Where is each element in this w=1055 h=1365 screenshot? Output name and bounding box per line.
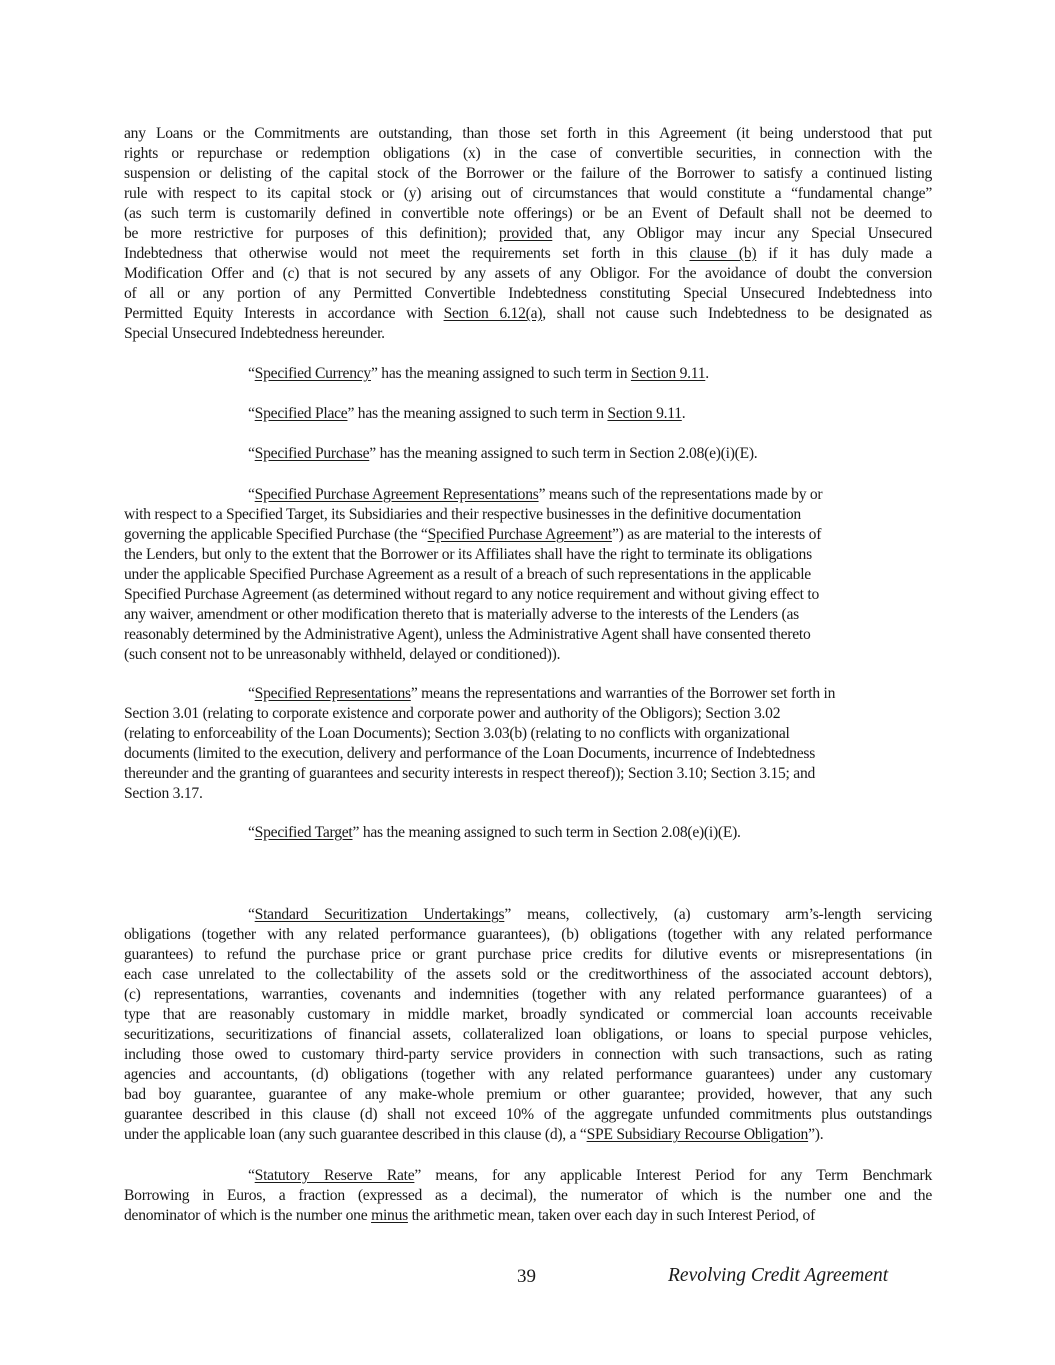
defined-term-link: Specified Target bbox=[254, 824, 353, 841]
text-line: “Standard Securitization Undertakings” means, collectively, (a) customary arm’s-length servicing bbox=[248, 906, 932, 923]
text-line: any waiver, amendment or other modification thereto that is materially adverse to the interests of the Lenders (as bbox=[124, 606, 799, 623]
text-line: each case unrelated to the collectability of the assets sold or the creditworthiness of the associated account debtors), bbox=[124, 966, 932, 983]
text-line: securitizations, securitizations of financial assets, collateralized loan obligations, or loans to special purpose vehicles, bbox=[124, 1026, 932, 1043]
defined-term-link: Specified Currency bbox=[254, 365, 371, 382]
defined-term-link: Statutory Reserve Rate bbox=[254, 1167, 415, 1184]
text-line: Indebtedness that otherwise would not meet the requirements set forth in this clause (b) if it has duly made a bbox=[124, 245, 932, 262]
text-line: “Specified Representations” means the representations and warranties of the Borrower set forth in bbox=[248, 685, 836, 702]
text-line: bad boy guarantee, guarantee of any make-whole premium or other guarantee; provided, however, that any such bbox=[124, 1086, 932, 1103]
text-line: (as such term is customarily defined in convertible note offerings) or be an Event of Default shall not be deemed to bbox=[124, 205, 932, 222]
text-line: under the applicable loan (any such guarantee described in this clause (d), a “SPE Subsidiary Recourse Obligation”). bbox=[124, 1126, 824, 1143]
defined-term-link: minus bbox=[371, 1207, 408, 1224]
text-line: governing the applicable Specified Purchase (the “Specified Purchase Agreement”) as are material to the interests of bbox=[124, 526, 822, 543]
defined-term-link: clause (b) bbox=[689, 245, 757, 262]
text-line: rule with respect to its capital stock or (y) arising out of circumstances that would constitute a “fundamental change” bbox=[124, 185, 932, 202]
defined-term-link: Standard Securitization Undertakings bbox=[254, 906, 505, 923]
defined-term-link: Specified Purchase bbox=[254, 445, 370, 462]
defined-term-link: provided bbox=[498, 225, 553, 242]
text-line: guarantees) to refund the purchase price or grant purchase price credits for dilutive events or misrepresentations (in bbox=[124, 946, 932, 963]
document-footer-title: Revolving Credit Agreement bbox=[668, 1265, 889, 1286]
text-line: (relating to enforceability of the Loan Documents); Section 3.03(b) (relating to no conflicts with organizational bbox=[124, 725, 790, 742]
text-line: under the applicable Specified Purchase Agreement as a result of a breach of such representations in the applicable bbox=[124, 566, 811, 583]
text-line: agencies and accountants, (d) obligations (together with any related performance guarantees) under any customary bbox=[124, 1066, 932, 1083]
text-line: obligations (together with any related performance guarantees), (b) obligations (together with any related performance bbox=[124, 926, 932, 943]
page-number: 39 bbox=[517, 1266, 536, 1287]
text-line: Modification Offer and (c) that is not secured by any assets of any Obligor. For the avoidance of doubt the conversion bbox=[124, 265, 932, 282]
defined-term-link: Specified Purchase Agreement Representations bbox=[254, 486, 539, 503]
text-line: suspension or delisting of the capital stock of the Borrower or the failure of the Borrower to satisfy a continued listing bbox=[124, 165, 932, 182]
text-line: (such consent not to be unreasonably withheld, delayed or conditioned)). bbox=[124, 646, 561, 663]
text-line: “Statutory Reserve Rate” means, for any applicable Interest Period for any Term Benchmark bbox=[248, 1167, 932, 1184]
text-line: denominator of which is the number one minus the arithmetic mean, taken over each day in such Interest Period, of bbox=[124, 1207, 816, 1224]
defined-term-link: Section 9.11 bbox=[630, 365, 706, 382]
defined-term-link: SPE Subsidiary Recourse Obligation bbox=[586, 1126, 809, 1143]
text-line: rights or repurchase or redemption obligations (x) in the case of convertible securities, in connection with the bbox=[124, 145, 932, 162]
text-line: any Loans or the Commitments are outstanding, than those set forth in this Agreement (it being understood that put bbox=[124, 125, 932, 142]
text-line: of all or any portion of any Permitted Convertible Indebtedness constituting Special Unsecured Indebtedness into bbox=[124, 285, 932, 302]
text-line: Borrowing in Euros, a fraction (expressed as a decimal), the numerator of which is the number one and the bbox=[124, 1187, 932, 1204]
defined-term-link: Section 9.11 bbox=[607, 405, 682, 422]
defined-term-link: Specified Place bbox=[254, 405, 348, 422]
text-line: be more restrictive for purposes of this definition); provided that, any Obligor may incur any Special Unsecured bbox=[124, 225, 932, 242]
text-line: the Lenders, but only to the extent that the Borrower or its Affiliates shall have the right to terminate its obligations bbox=[124, 546, 812, 563]
defined-term-link: Specified Representations bbox=[254, 685, 411, 702]
text-line: “Specified Purchase” has the meaning assigned to such term in Section 2.08(e)(i)(E). bbox=[248, 445, 758, 462]
text-line: thereunder and the granting of guarantees and security interests in respect thereof)); Section 3.10; Section 3.15; and bbox=[124, 765, 816, 782]
text-line: Section 3.01 (relating to corporate existence and corporate power and authority of the Obligors); Section 3.02 bbox=[124, 705, 781, 722]
text-line: “Specified Currency” has the meaning assigned to such term in Section 9.11. bbox=[248, 365, 709, 382]
text-line: Permitted Equity Interests in accordance with Section 6.12(a), shall not cause such Indebtedness to be designated as bbox=[124, 305, 932, 322]
text-line: guarantee described in this clause (d) shall not exceed 10% of the aggregate unfunded commitments plus outstandings bbox=[124, 1106, 932, 1123]
text-line: “Specified Target” has the meaning assigned to such term in Section 2.08(e)(i)(E). bbox=[248, 824, 741, 841]
text-line: Section 3.17. bbox=[124, 785, 203, 802]
text-line: including those owed to customary third-party service providers in connection with such transactions, such as rating bbox=[124, 1046, 932, 1063]
text-line: with respect to a Specified Target, its Subsidiaries and their respective businesses in the definitive documentation bbox=[124, 506, 801, 523]
text-line: Special Unsecured Indebtedness hereunder. bbox=[124, 325, 385, 342]
text-line: “Specified Place” has the meaning assigned to such term in Section 9.11. bbox=[248, 405, 686, 422]
text-line: type that are reasonably customary in middle market, broadly syndicated or commercial loan accounts receivable bbox=[124, 1006, 932, 1023]
defined-term-link: Section 6.12(a) bbox=[443, 305, 543, 322]
defined-term-link: Specified Purchase Agreement bbox=[427, 526, 612, 543]
text-line: documents (limited to the execution, delivery and performance of the Loan Documents, incurrence of Indebtedness bbox=[124, 745, 816, 762]
text-line: reasonably determined by the Administrative Agent), unless the Administrative Agent shall have consented thereto bbox=[124, 626, 811, 643]
text-line: “Specified Purchase Agreement Representations” means such of the representations made by or bbox=[248, 486, 823, 503]
text-line: Specified Purchase Agreement (as determined without regard to any notice requirement and without giving effect to bbox=[124, 586, 820, 603]
text-line: (c) representations, warranties, covenants and indemnities (together with any related performance guarantees) of a bbox=[124, 986, 932, 1003]
